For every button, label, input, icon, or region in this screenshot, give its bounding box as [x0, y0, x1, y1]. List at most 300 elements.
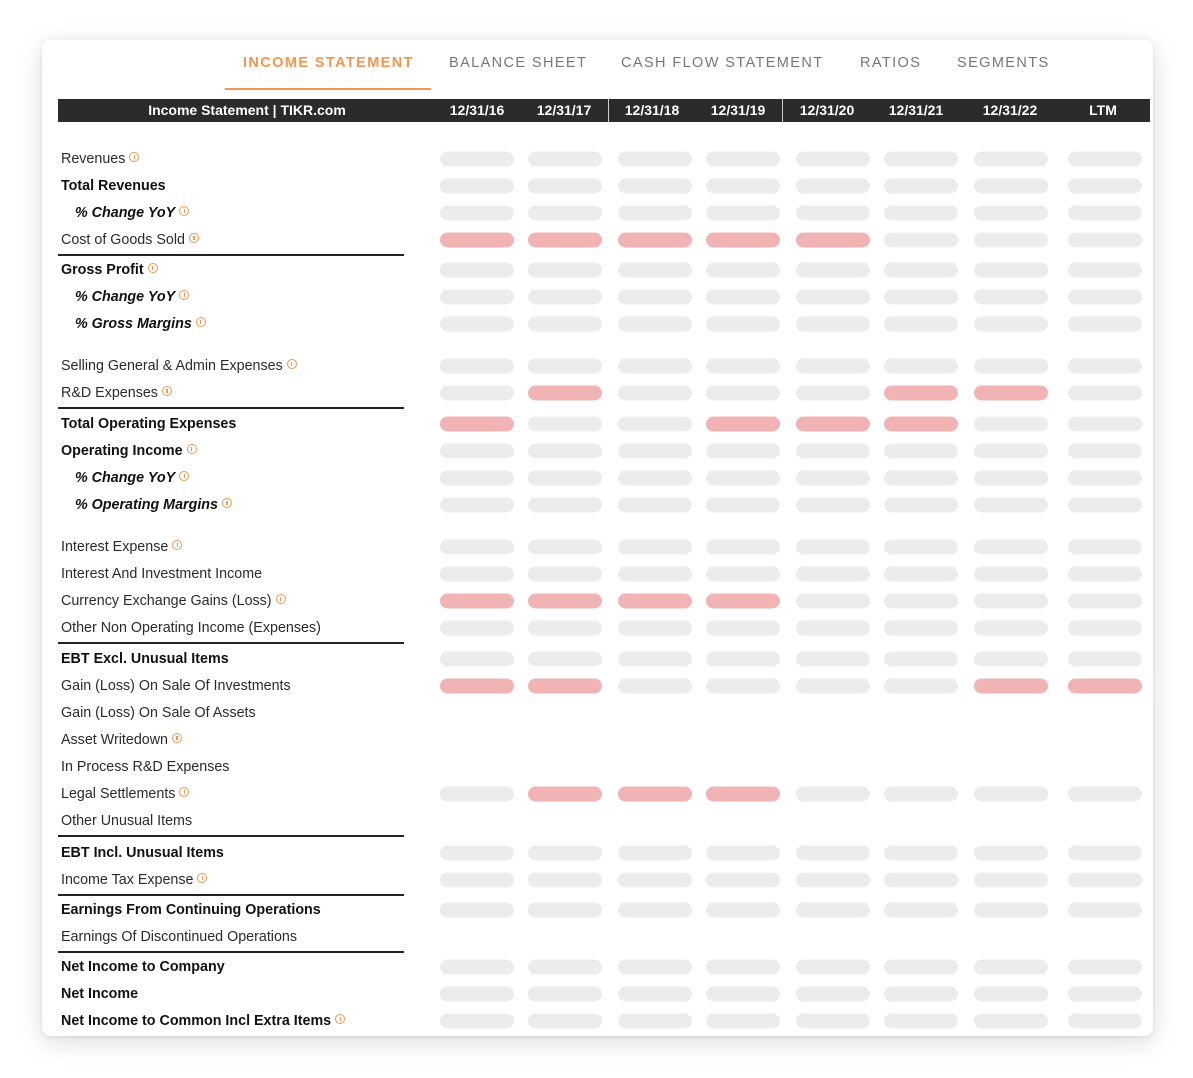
table-row[interactable] [58, 924, 1150, 950]
value-cell[interactable] [974, 233, 1048, 248]
value-cell[interactable] [974, 444, 1048, 459]
value-cell-highlighted[interactable] [440, 233, 514, 248]
value-cell[interactable] [1068, 846, 1142, 861]
tab-income-statement[interactable]: INCOME STATEMENT [243, 55, 414, 71]
value-cell[interactable] [618, 960, 692, 975]
value-cell[interactable] [528, 152, 602, 167]
value-cell[interactable] [884, 263, 958, 278]
value-cell[interactable] [706, 567, 780, 582]
value-cell-highlighted[interactable] [618, 787, 692, 802]
info-icon[interactable] [222, 498, 232, 508]
info-icon[interactable] [187, 444, 197, 454]
value-cell[interactable] [618, 873, 692, 888]
value-cell-highlighted[interactable] [528, 233, 602, 248]
value-cell[interactable] [974, 567, 1048, 582]
value-cell[interactable] [618, 290, 692, 305]
value-cell[interactable] [618, 179, 692, 194]
header-separator [782, 99, 783, 122]
value-cell[interactable] [706, 903, 780, 918]
value-cell[interactable] [618, 679, 692, 694]
value-cell[interactable] [618, 987, 692, 1002]
value-cell-highlighted[interactable] [618, 233, 692, 248]
table-title: Income Statement | TIKR.com [148, 102, 346, 118]
row-label-text: Other Unusual Items [61, 813, 193, 829]
value-cell-highlighted[interactable] [706, 594, 780, 609]
table-row[interactable] [58, 227, 1150, 253]
value-cell[interactable] [796, 787, 870, 802]
value-cell[interactable] [706, 1014, 780, 1029]
value-cell[interactable] [884, 444, 958, 459]
row-label [61, 358, 297, 374]
row-label-text: Net Income to Company [61, 959, 225, 975]
value-cell[interactable] [796, 679, 870, 694]
column-header[interactable]: 12/31/18 [624, 102, 680, 118]
value-cell[interactable] [884, 498, 958, 513]
value-cell[interactable] [1068, 621, 1142, 636]
table-row[interactable] [58, 588, 1150, 614]
value-cell[interactable] [528, 317, 602, 332]
value-cell[interactable] [440, 652, 514, 667]
column-header[interactable]: 12/31/21 [888, 102, 944, 118]
info-icon[interactable] [162, 386, 172, 396]
value-cell[interactable] [1068, 417, 1142, 432]
value-cell[interactable] [440, 498, 514, 513]
row-label [61, 232, 199, 248]
value-cell[interactable] [796, 652, 870, 667]
info-icon[interactable] [148, 263, 158, 273]
value-cell[interactable] [1068, 359, 1142, 374]
table-row[interactable] [58, 465, 1150, 491]
row-label-text: % Gross Margins [75, 316, 192, 332]
value-cell[interactable] [618, 359, 692, 374]
info-icon[interactable] [196, 317, 206, 327]
value-cell[interactable] [706, 179, 780, 194]
value-cell[interactable] [974, 594, 1048, 609]
value-cell[interactable] [974, 359, 1048, 374]
value-cell[interactable] [1068, 152, 1142, 167]
value-cell[interactable] [528, 846, 602, 861]
value-cell[interactable] [884, 873, 958, 888]
statement-tabs [42, 40, 1153, 92]
value-cell[interactable] [440, 386, 514, 401]
value-cell[interactable] [440, 444, 514, 459]
value-cell[interactable] [884, 621, 958, 636]
value-cell[interactable] [1068, 471, 1142, 486]
value-cell[interactable] [974, 417, 1048, 432]
value-cell-highlighted[interactable] [528, 386, 602, 401]
value-cell[interactable] [706, 152, 780, 167]
value-cell[interactable] [884, 846, 958, 861]
table-row[interactable] [58, 673, 1150, 699]
value-cell[interactable] [440, 206, 514, 221]
table-row[interactable] [58, 146, 1150, 172]
value-cell[interactable] [884, 594, 958, 609]
table-row[interactable] [58, 1008, 1150, 1034]
table-row[interactable] [58, 954, 1150, 980]
row-label [61, 385, 172, 401]
value-cell[interactable] [440, 471, 514, 486]
column-header[interactable]: LTM [1089, 102, 1117, 118]
value-cell[interactable] [884, 359, 958, 374]
row-label-text: Net Income to Common Incl Extra Items [61, 1013, 332, 1029]
value-cell[interactable] [796, 444, 870, 459]
value-cell[interactable] [618, 1014, 692, 1029]
value-cell[interactable] [440, 152, 514, 167]
value-cell[interactable] [1068, 206, 1142, 221]
value-cell[interactable] [1068, 787, 1142, 802]
value-cell[interactable] [884, 471, 958, 486]
row-label [61, 1013, 345, 1029]
value-cell[interactable] [796, 471, 870, 486]
value-cell-highlighted[interactable] [528, 594, 602, 609]
value-cell[interactable] [440, 263, 514, 278]
table-row[interactable] [58, 754, 1150, 780]
value-cell[interactable] [884, 540, 958, 555]
value-cell[interactable] [884, 903, 958, 918]
value-cell[interactable] [884, 652, 958, 667]
value-cell-highlighted[interactable] [528, 679, 602, 694]
value-cell[interactable] [974, 206, 1048, 221]
value-cell[interactable] [796, 567, 870, 582]
value-cell[interactable] [440, 179, 514, 194]
value-cell[interactable] [974, 290, 1048, 305]
value-cell[interactable] [974, 317, 1048, 332]
info-icon[interactable] [172, 540, 182, 550]
row-label-text: Legal Settlements [61, 786, 176, 802]
value-cell[interactable] [618, 621, 692, 636]
value-cell[interactable] [796, 206, 870, 221]
table-row[interactable] [58, 897, 1150, 923]
table-row[interactable] [58, 981, 1150, 1007]
value-cell[interactable] [974, 987, 1048, 1002]
value-cell[interactable] [1068, 290, 1142, 305]
table-row[interactable] [58, 646, 1150, 672]
value-cell[interactable] [528, 621, 602, 636]
table-row[interactable] [58, 534, 1150, 560]
info-icon[interactable] [172, 733, 182, 743]
row-divider [58, 642, 404, 644]
value-cell[interactable] [618, 540, 692, 555]
value-cell-highlighted[interactable] [884, 417, 958, 432]
value-cell[interactable] [1068, 567, 1142, 582]
value-cell[interactable] [706, 263, 780, 278]
value-cell[interactable] [618, 206, 692, 221]
value-cell[interactable] [974, 152, 1048, 167]
value-cell[interactable] [884, 679, 958, 694]
value-cell[interactable] [440, 540, 514, 555]
tab-balance-sheet[interactable]: BALANCE SHEET [449, 55, 588, 71]
value-cell[interactable] [884, 787, 958, 802]
value-cell[interactable] [1068, 594, 1142, 609]
value-cell-highlighted[interactable] [884, 386, 958, 401]
value-cell[interactable] [884, 290, 958, 305]
value-cell[interactable] [440, 359, 514, 374]
table-row[interactable] [58, 808, 1150, 834]
value-cell[interactable] [884, 1014, 958, 1029]
value-cell[interactable] [706, 540, 780, 555]
value-cell[interactable] [440, 960, 514, 975]
table-row[interactable] [58, 257, 1150, 283]
value-cell[interactable] [1068, 903, 1142, 918]
value-cell[interactable] [884, 233, 958, 248]
row-label-text: % Operating Margins [75, 497, 218, 513]
value-cell[interactable] [528, 1014, 602, 1029]
row-label [61, 178, 166, 194]
column-header[interactable]: 12/31/17 [536, 102, 592, 118]
row-label [61, 416, 236, 432]
value-cell[interactable] [1068, 233, 1142, 248]
row-label-text: Asset Writedown [61, 732, 169, 748]
value-cell-highlighted[interactable] [528, 787, 602, 802]
value-cell[interactable] [974, 540, 1048, 555]
row-label-text: Operating Income [61, 443, 183, 459]
value-cell[interactable] [706, 679, 780, 694]
value-cell[interactable] [974, 652, 1048, 667]
value-cell[interactable] [1068, 386, 1142, 401]
table-row[interactable] [58, 173, 1150, 199]
value-cell[interactable] [618, 444, 692, 459]
table-row[interactable] [58, 781, 1150, 807]
row-label-text: Gain (Loss) On Sale Of Assets [61, 705, 256, 721]
row-label [61, 443, 197, 459]
value-cell[interactable] [974, 621, 1048, 636]
table-row[interactable] [58, 380, 1150, 406]
value-cell[interactable] [706, 444, 780, 459]
table-row[interactable] [58, 492, 1150, 518]
value-cell[interactable] [618, 263, 692, 278]
table-row[interactable] [58, 561, 1150, 587]
value-cell[interactable] [618, 471, 692, 486]
value-cell[interactable] [1068, 263, 1142, 278]
table-row[interactable] [58, 727, 1150, 753]
value-cell[interactable] [528, 903, 602, 918]
row-label-text: Net Income [61, 986, 139, 1002]
value-cell[interactable] [884, 206, 958, 221]
value-cell-highlighted[interactable] [618, 594, 692, 609]
value-cell[interactable] [796, 873, 870, 888]
row-label-text: Income Tax Expense [61, 872, 194, 888]
value-cell[interactable] [618, 417, 692, 432]
row-label [61, 902, 321, 918]
column-header[interactable]: 12/31/20 [799, 102, 855, 118]
tab-cash-flow-statement[interactable]: CASH FLOW STATEMENT [621, 55, 824, 71]
value-cell[interactable] [884, 179, 958, 194]
value-cell[interactable] [706, 960, 780, 975]
value-cell[interactable] [528, 540, 602, 555]
value-cell[interactable] [1068, 652, 1142, 667]
value-cell-highlighted[interactable] [706, 233, 780, 248]
value-cell[interactable] [796, 540, 870, 555]
value-cell[interactable] [974, 1014, 1048, 1029]
value-cell-highlighted[interactable] [974, 679, 1048, 694]
tab-ratios[interactable]: RATIOS [860, 55, 922, 71]
value-cell[interactable] [796, 498, 870, 513]
table-row[interactable] [58, 438, 1150, 464]
value-cell[interactable] [796, 594, 870, 609]
value-cell[interactable] [440, 846, 514, 861]
active-tab-underline [225, 88, 431, 90]
value-cell[interactable] [618, 903, 692, 918]
value-cell[interactable] [706, 987, 780, 1002]
value-cell[interactable] [528, 567, 602, 582]
value-cell[interactable] [440, 873, 514, 888]
value-cell[interactable] [706, 290, 780, 305]
value-cell[interactable] [884, 152, 958, 167]
value-cell[interactable] [528, 873, 602, 888]
row-label [75, 470, 189, 486]
value-cell[interactable] [706, 317, 780, 332]
value-cell-highlighted[interactable] [796, 417, 870, 432]
value-cell[interactable] [440, 1014, 514, 1029]
value-cell[interactable] [528, 290, 602, 305]
value-cell-highlighted[interactable] [706, 417, 780, 432]
row-label [61, 678, 291, 694]
info-icon[interactable] [179, 471, 189, 481]
value-cell[interactable] [796, 621, 870, 636]
row-divider [58, 835, 404, 837]
value-cell[interactable] [706, 498, 780, 513]
column-header[interactable]: 12/31/19 [710, 102, 766, 118]
table-row[interactable] [58, 867, 1150, 893]
value-cell-highlighted[interactable] [1068, 679, 1142, 694]
value-cell[interactable] [706, 652, 780, 667]
table-row[interactable] [58, 411, 1150, 437]
value-cell[interactable] [796, 987, 870, 1002]
row-label-text: Cost of Goods Sold [61, 232, 185, 248]
row-label [75, 497, 232, 513]
value-cell[interactable] [796, 1014, 870, 1029]
value-cell[interactable] [1068, 317, 1142, 332]
value-cell[interactable] [706, 846, 780, 861]
value-cell[interactable] [1068, 498, 1142, 513]
value-cell[interactable] [884, 960, 958, 975]
value-cell[interactable] [706, 873, 780, 888]
value-cell[interactable] [618, 498, 692, 513]
info-icon[interactable] [179, 290, 189, 300]
row-label-text: Currency Exchange Gains (Loss) [61, 593, 272, 609]
info-icon[interactable] [179, 206, 189, 216]
value-cell-highlighted[interactable] [706, 787, 780, 802]
value-cell[interactable] [618, 567, 692, 582]
value-cell[interactable] [528, 417, 602, 432]
value-cell[interactable] [796, 386, 870, 401]
value-cell[interactable] [1068, 873, 1142, 888]
value-cell[interactable] [796, 903, 870, 918]
value-cell[interactable] [706, 359, 780, 374]
value-cell[interactable] [618, 152, 692, 167]
table-row[interactable] [58, 840, 1150, 866]
info-icon[interactable] [189, 233, 199, 243]
value-cell[interactable] [440, 903, 514, 918]
table-row[interactable] [58, 311, 1150, 337]
value-cell[interactable] [974, 903, 1048, 918]
value-cell[interactable] [1068, 444, 1142, 459]
value-cell[interactable] [528, 206, 602, 221]
info-icon[interactable] [179, 787, 189, 797]
value-cell[interactable] [974, 846, 1048, 861]
value-cell[interactable] [618, 317, 692, 332]
value-cell[interactable] [1068, 179, 1142, 194]
value-cell[interactable] [796, 152, 870, 167]
value-cell[interactable] [974, 787, 1048, 802]
value-cell[interactable] [796, 317, 870, 332]
info-icon[interactable] [129, 152, 139, 162]
info-icon[interactable] [276, 594, 286, 604]
value-cell[interactable] [884, 987, 958, 1002]
value-cell[interactable] [528, 179, 602, 194]
value-cell[interactable] [1068, 987, 1142, 1002]
value-cell[interactable] [1068, 960, 1142, 975]
value-cell[interactable] [1068, 1014, 1142, 1029]
column-header[interactable]: 12/31/16 [449, 102, 505, 118]
value-cell[interactable] [528, 444, 602, 459]
value-cell[interactable] [528, 987, 602, 1002]
value-cell-highlighted[interactable] [440, 679, 514, 694]
value-cell-highlighted[interactable] [796, 233, 870, 248]
value-cell[interactable] [706, 386, 780, 401]
table-row[interactable] [58, 615, 1150, 641]
value-cell[interactable] [974, 873, 1048, 888]
value-cell[interactable] [796, 290, 870, 305]
value-cell[interactable] [440, 290, 514, 305]
value-cell-highlighted[interactable] [974, 386, 1048, 401]
info-icon[interactable] [197, 873, 207, 883]
value-cell[interactable] [706, 206, 780, 221]
table-row[interactable] [58, 700, 1150, 726]
value-cell[interactable] [440, 787, 514, 802]
value-cell[interactable] [528, 498, 602, 513]
tab-segments[interactable]: SEGMENTS [957, 55, 1050, 71]
value-cell[interactable] [706, 471, 780, 486]
info-icon[interactable] [335, 1014, 345, 1024]
value-cell[interactable] [440, 621, 514, 636]
info-icon[interactable] [287, 359, 297, 369]
table-row[interactable] [58, 353, 1150, 379]
value-cell[interactable] [884, 567, 958, 582]
table-row[interactable] [58, 200, 1150, 226]
value-cell[interactable] [796, 960, 870, 975]
value-cell[interactable] [528, 652, 602, 667]
value-cell[interactable] [706, 621, 780, 636]
table-row[interactable] [58, 284, 1150, 310]
value-cell[interactable] [974, 960, 1048, 975]
value-cell[interactable] [884, 317, 958, 332]
value-cell[interactable] [528, 471, 602, 486]
value-cell[interactable] [974, 498, 1048, 513]
value-cell[interactable] [440, 987, 514, 1002]
value-cell[interactable] [440, 317, 514, 332]
value-cell[interactable] [440, 567, 514, 582]
value-cell-highlighted[interactable] [440, 594, 514, 609]
value-cell[interactable] [618, 652, 692, 667]
value-cell[interactable] [528, 263, 602, 278]
value-cell[interactable] [618, 386, 692, 401]
value-cell[interactable] [974, 179, 1048, 194]
value-cell[interactable] [796, 179, 870, 194]
column-header[interactable]: 12/31/22 [982, 102, 1038, 118]
value-cell[interactable] [974, 263, 1048, 278]
value-cell[interactable] [528, 960, 602, 975]
value-cell[interactable] [618, 846, 692, 861]
value-cell[interactable] [796, 359, 870, 374]
value-cell[interactable] [796, 846, 870, 861]
value-cell-highlighted[interactable] [440, 417, 514, 432]
value-cell[interactable] [796, 263, 870, 278]
value-cell[interactable] [974, 471, 1048, 486]
value-cell[interactable] [528, 359, 602, 374]
value-cell[interactable] [1068, 540, 1142, 555]
row-label-text: Earnings From Continuing Operations [61, 902, 321, 918]
